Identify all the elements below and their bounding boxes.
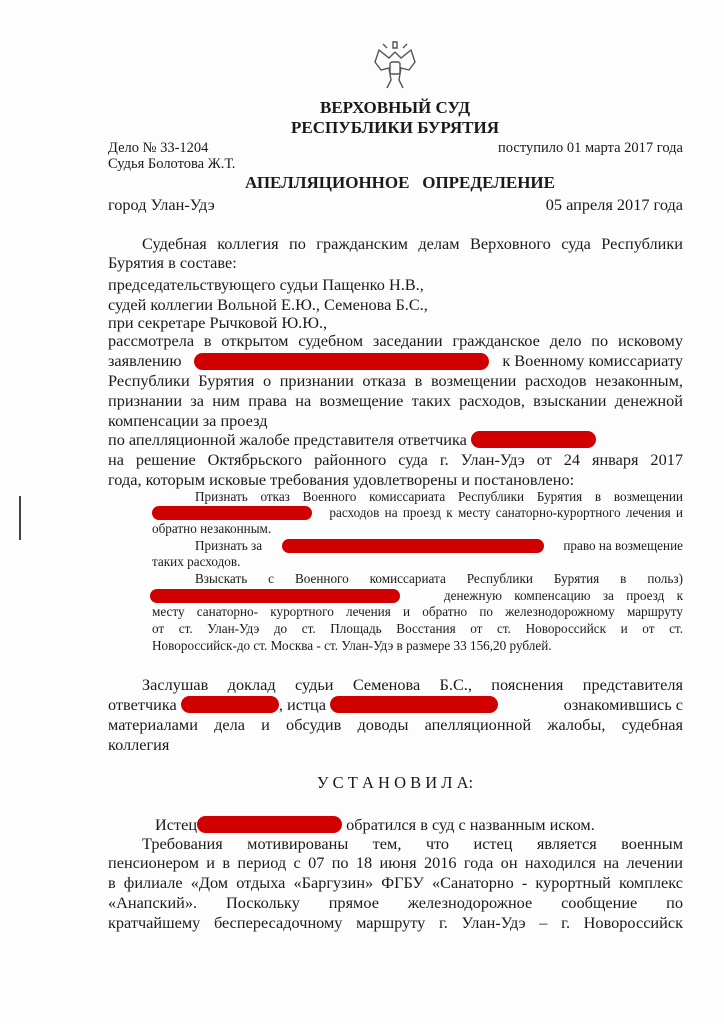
- ruling-text: Признать за: [195, 538, 263, 553]
- ruling-text: денежную компенсацию за проезд к: [443, 588, 683, 603]
- redaction: [150, 589, 400, 603]
- court-name-line1: ВЕРХОВНЫЙ СУД: [319, 98, 471, 117]
- ruling-line: [150, 588, 683, 604]
- judge-name: Судья Болотова Ж.Т.: [108, 156, 236, 172]
- facts-text: обратился в суд с названным иском.: [346, 815, 595, 834]
- redaction: [152, 506, 312, 520]
- facts-line: пенсионером и в период с 07 по 18 июня 2016 года он находился на лечении: [108, 853, 683, 872]
- intro-line: года, которым исковые требования удовлетворены и постановлено:: [108, 470, 575, 489]
- ruling-line: обратно незаконным.: [152, 521, 272, 536]
- hearing-line: [108, 695, 683, 715]
- redaction: [282, 539, 544, 553]
- ruling-line: таких расходов.: [152, 554, 241, 569]
- redaction: [197, 816, 342, 833]
- intro-text: по апелляционной жалобе представителя ответчика: [108, 430, 467, 449]
- intro-line: судей коллегии Вольной Е.Ю., Семенова Б.С.,: [108, 295, 428, 314]
- intro-text: к Военному комиссариату: [502, 351, 683, 370]
- hearing-line: Заслушав доклад судьи Семенова Б.С., пояснения представителя: [142, 675, 683, 694]
- intro-line: [108, 430, 596, 450]
- court-name-line2: РЕСПУБЛИКИ БУРЯТИЯ: [291, 118, 499, 137]
- coat-of-arms-emblem: [369, 40, 421, 94]
- ruling-text: расходов на проезд к месту санаторно-курортного лечения и: [329, 505, 683, 520]
- ruling-line: от ст. Улан-Удэ до ст. Площадь Восстания от ст. Новороссийск и от ст.: [152, 621, 683, 636]
- redaction: [471, 431, 596, 448]
- facts-line: кратчайшему беспересадочному маршруту г. Улан-Удэ – г. Новороссийск: [108, 913, 683, 932]
- intro-line: Бурятия в составе:: [108, 253, 237, 272]
- intro-line: председательствующего судьи Пащенко Н.В.,: [108, 275, 424, 294]
- ruling-line: [152, 505, 683, 521]
- hearing-line: материалами дела и обсудив доводы апелляционной жалобы, судебная: [108, 715, 683, 734]
- scan-margin-mark: [19, 496, 21, 540]
- ruling-line: Взыскать с Военного комиссариата Республики Бурятия в польз): [195, 571, 683, 586]
- intro-text: заявлению: [108, 351, 182, 370]
- ruling-line: месту санаторно- курортного лечения и обратно по железнодорожному маршруту: [152, 604, 683, 619]
- hearing-text: ознакомившись с: [563, 695, 683, 714]
- ruling-line: Новороссийск-до ст. Москва - ст. Улан-Удэ в размере 33 156,20 рублей.: [152, 638, 552, 653]
- facts-line: «Анапский». Поскольку прямое железнодорожное сообщение по: [108, 893, 683, 912]
- city: город Улан-Удэ: [108, 195, 215, 214]
- decision-date: 05 апреля 2017 года: [545, 195, 683, 214]
- intro-line: компенсации за проезд: [108, 411, 268, 430]
- intro-line: рассмотрела в открытом судебном заседании гражданское дело по исковому: [108, 331, 683, 350]
- ruling-text: право на возмещение: [563, 538, 683, 553]
- established-heading: У С Т А Н О В И Л А:: [316, 773, 474, 792]
- intro-line: Республики Бурятия о признании отказа в возмещении расходов незаконным,: [108, 371, 683, 390]
- intro-line: [108, 351, 683, 371]
- redaction: [330, 696, 498, 713]
- ruling-line: [195, 538, 683, 554]
- intro-line: признании за ним права на возмещение таких расходов, взыскании денежной: [108, 391, 683, 410]
- facts-text: Истец: [155, 815, 198, 834]
- hearing-text: , истца: [278, 695, 326, 714]
- hearing-line: коллегия: [108, 735, 170, 754]
- intro-line: Судебная коллегия по гражданским делам Верховного суда Республики: [142, 234, 683, 253]
- case-number: Дело № 33-1204: [108, 140, 209, 156]
- ruling-line: Признать отказ Военного комиссариата Республики Бурятия в возмещении: [195, 489, 683, 504]
- facts-line: [155, 815, 595, 835]
- facts-line: в филиале «Дом отдыха «Баргузин» ФГБУ «Санаторно - курортный комплекс: [108, 873, 683, 892]
- document-title: АПЕЛЛЯЦИОННОЕ ОПРЕДЕЛЕНИЕ: [244, 173, 555, 192]
- hearing-text: ответчика: [108, 695, 177, 714]
- received-date: поступило 01 марта 2017 года: [498, 140, 683, 156]
- intro-line: на решение Октябрьского районного суда г. Улан-Удэ от 24 января 2017: [108, 450, 683, 469]
- facts-line: Требования мотивированы тем, что истец является военным: [142, 834, 683, 853]
- redaction: [194, 353, 489, 370]
- intro-line: при секретаре Рычковой Ю.Ю.,: [108, 313, 328, 332]
- redaction: [181, 696, 279, 713]
